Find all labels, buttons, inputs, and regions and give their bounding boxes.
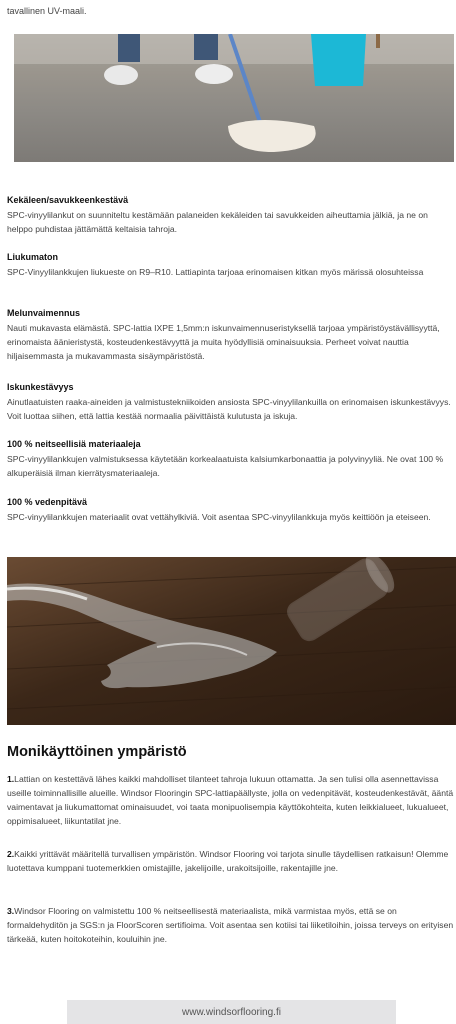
item-text: Kaikki yrittävät määritellä turvallisen ympäristön. Windsor Flooring voi tarjota sinulle täydellisen ratkaisun! Olemme luotettava kumppani tuotemerkkien omistajille, jakelijoille, urakoitsijoille, rakentajille jne. (7, 849, 449, 873)
feature-waterproof (7, 497, 452, 524)
item-number: 3. (7, 906, 15, 916)
feature-body: Ainutlaatuisten raaka-aineiden ja valmistustekniikoiden ansiosta SPC-vinyylilankuilla on erinomaisen iskunkestävyys. Voit luottaa siihen, että lattia kestää normaalia päivittäistä kulutusta ja iskuja. (7, 397, 451, 421)
feature-title: 100 % neitseellisiä materiaaleja (7, 439, 141, 449)
feature-title: Liukumaton (7, 252, 58, 262)
feature-anti-slip (7, 252, 452, 279)
feature-noise-reduction (7, 308, 452, 363)
feature-body: SPC-Vinyylilankkujen liukueste on R9–R10. Lattiapinta tarjoaa erinomaisen kitkan myös märissä olosuhteissa (7, 267, 424, 277)
feature-body: Nauti mukavasta elämästä. SPC-lattia IXPE 1,5mm:n iskunvaimennuseristyksellä tarjoaa ympäristöystävällisyyttä, erinomaista äänieristystä, kosteudenkestävyyttä ja muita hyödyllisiä ominaisuuksia. Perheet voivat nauttia hiljaisemmasta ja mukavammasta sisäympäristöstä. (7, 323, 440, 361)
feature-body: SPC-vinyylilankkujen materiaalit ovat vettähylkiviä. Voit asentaa SPC-vinyylilankkuja myös keittiöön ja eteiseen. (7, 512, 431, 522)
numbered-item-1 (7, 772, 454, 828)
footer-url[interactable]: www.windsorflooring.fi (67, 1000, 396, 1024)
feature-title: Iskunkestävyys (7, 382, 74, 392)
feature-burn-resistant (7, 195, 452, 236)
feature-virgin-materials (7, 439, 452, 480)
feature-body: SPC-vinyylilankut on suunniteltu kestämään palaneiden kekäleiden tai savukkeiden aiheuttamia jälkiä, ja ne on helppo puhdistaa jättämättä keltaisia tahroja. (7, 210, 428, 234)
item-text: Windsor Flooring on valmistettu 100 % neitseellisestä materiaalista, mikä varmistaa myös, että se on formaldehyditön ja SGS:n ja FloorScoren sertifioima. Voit asentaa sen kotiisi tai liiketiloihin, joissa terveys on erityisen tärkeää, kuten hoitokoteihin, kouluihin jne. (7, 906, 454, 944)
feature-impact-resistance (7, 382, 452, 423)
mop-floor-image (14, 34, 454, 162)
feature-body: SPC-vinyylilankkujen valmistuksessa käytetään korkealaatuista kalsiumkarbonaattia ja polyvinyyliä. Ne ovat 100 % alkuperäisiä ilman kierrätysmateriaaleja. (7, 454, 444, 478)
feature-title: Melunvaimennus (7, 308, 81, 318)
numbered-item-2 (7, 847, 454, 875)
item-number: 1. (7, 774, 15, 784)
section-heading: Monikäyttöinen ympäristö (7, 744, 187, 760)
numbered-item-3 (7, 904, 454, 946)
item-number: 2. (7, 849, 15, 859)
feature-title: 100 % vedenpitävä (7, 497, 88, 507)
feature-title: Kekäleen/savukkeenkestävä (7, 195, 129, 205)
item-text: Lattian on kestettävä lähes kaikki mahdolliset tilanteet tahroja lukuun ottamatta. Ja sen tulisi olla asennettavissa useille toiminnallisille alueille. Windsor Flooringin SPC-lattiapäällyste, jolla on vedenpitävät, kosteudenkestävät, ääntä vaimentavat ja liukumattomat ominaisuudet, voi taata monipuolisempia käyttökohteita, kuten leikkialueet, lukualueet, oppimisalueet, liikuntatilat jne. (7, 774, 454, 826)
intro-tail-text: tavallinen UV-maali. (7, 6, 87, 16)
spilled-water-image (7, 557, 456, 725)
